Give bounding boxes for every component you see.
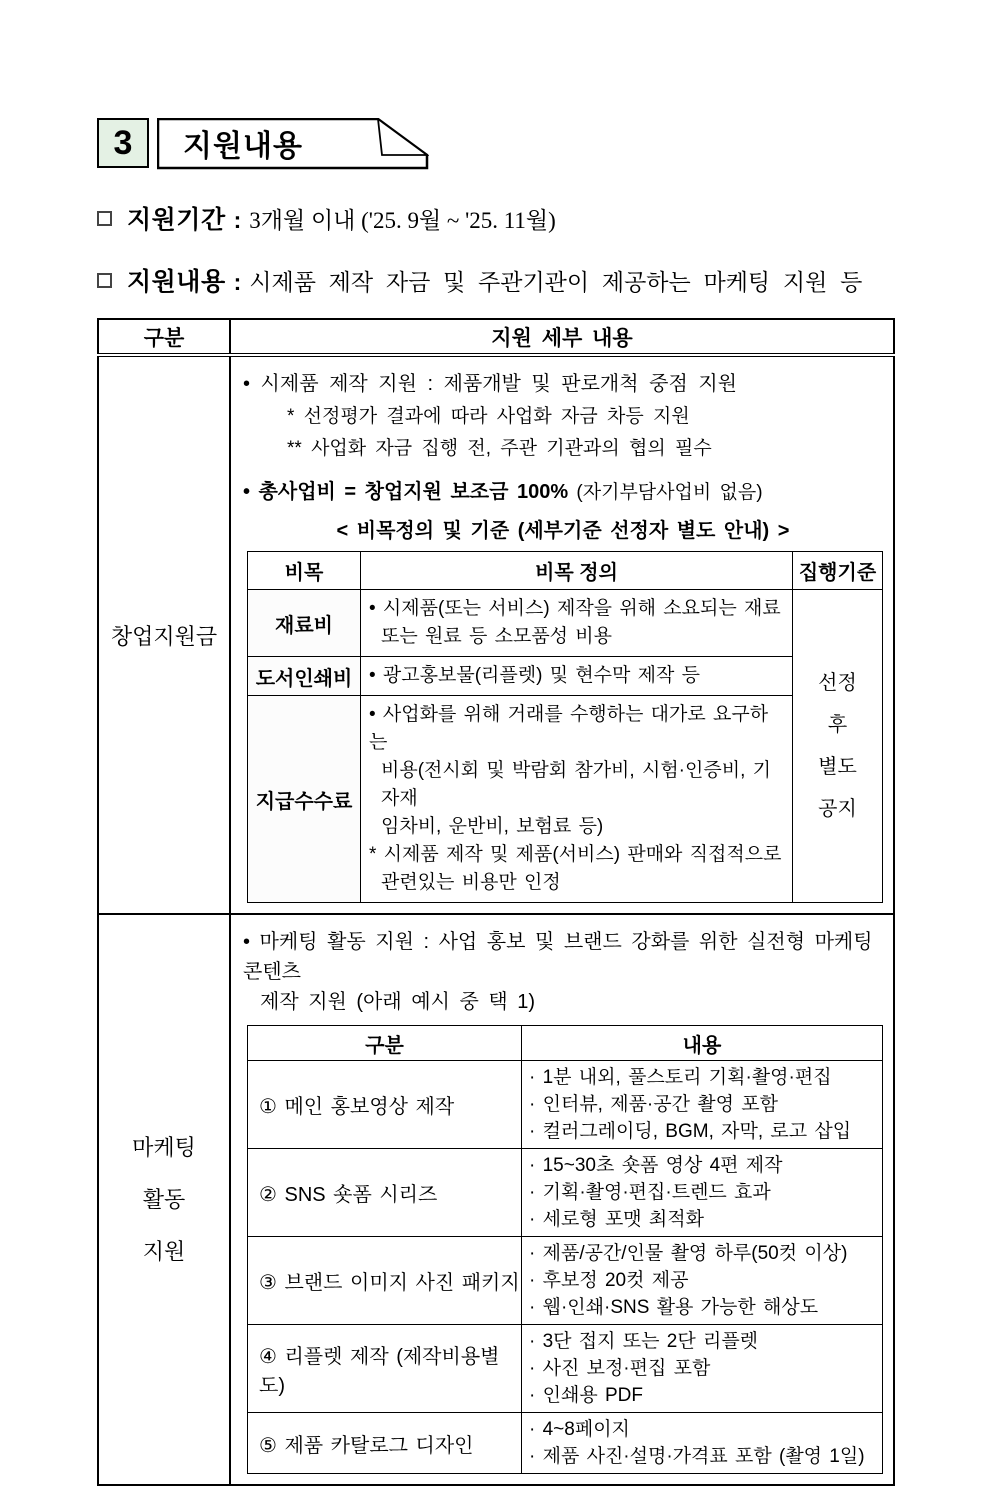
execution-standard-line: 선정 bbox=[818, 672, 857, 694]
detail-line: · 웹·인쇄·SNS 활용 가능한 해상도 bbox=[529, 1297, 819, 1318]
budget-table-title: < 비목정의 및 기준 (세부기준 선정자 별도 안내) > bbox=[336, 520, 790, 542]
section-title-tab bbox=[157, 118, 429, 170]
budget-def-printing bbox=[361, 657, 793, 696]
bullet-colon: : bbox=[233, 207, 242, 233]
footnote-line: * 선정평가 결과에 따라 사업화 자금 차등 지원 bbox=[287, 406, 690, 427]
table-row bbox=[98, 914, 894, 1485]
bullet-line-content bbox=[97, 262, 897, 298]
category-line: 지원 bbox=[142, 1238, 186, 1264]
table-row bbox=[248, 1237, 883, 1325]
definition-line: • 사업화를 위해 거래를 수행하는 대가로 요구하는 bbox=[369, 704, 769, 753]
category-startup-fund: 창업지원금 bbox=[98, 355, 230, 914]
definition-line: • 시제품(또는 서비스) 제작을 위해 소요되는 재료 bbox=[369, 598, 781, 619]
execution-standard-cell bbox=[793, 590, 883, 903]
detail-line: · 15~30초 숏폼 영상 4편 제작 bbox=[529, 1155, 783, 1176]
budget-item-materials: 재료비 bbox=[248, 590, 361, 657]
detail-line: · 기획·촬영·편집·트렌드 효과 bbox=[529, 1182, 771, 1203]
execution-standard-line: 별도 bbox=[818, 756, 857, 778]
table-row bbox=[248, 1413, 883, 1474]
category-marketing-support bbox=[98, 914, 230, 1485]
budget-def-materials bbox=[361, 590, 793, 657]
definition-line: • 광고홍보물(리플렛) 및 현수막 제작 등 bbox=[369, 665, 701, 686]
marketing-option-shortform-detail bbox=[522, 1149, 883, 1237]
marketing-option-leaflet-detail bbox=[522, 1325, 883, 1413]
table-row bbox=[248, 696, 883, 903]
marketing-header-content: 내용 bbox=[522, 1026, 883, 1061]
table-row bbox=[248, 1061, 883, 1149]
marketing-option-catalog: ⑤ 제품 카탈로그 디자인 bbox=[248, 1413, 522, 1474]
support-detail-table bbox=[97, 318, 895, 1486]
bullet-content: 3개월 이내 ('25. 9월 ~ '25. 11월) bbox=[249, 208, 556, 233]
square-bullet-icon bbox=[97, 273, 112, 288]
marketing-option-table bbox=[247, 1025, 883, 1474]
square-bullet-icon bbox=[97, 211, 112, 226]
budget-header-row bbox=[248, 552, 883, 590]
table-row bbox=[248, 1325, 883, 1413]
table-header-row bbox=[98, 319, 894, 355]
detail-line: · 컬러그레이딩, BGM, 자막, 로고 삽입 bbox=[529, 1121, 852, 1142]
category-line: 마케팅 bbox=[132, 1134, 196, 1160]
bullet-content: 시제품 제작 자금 및 주관기관이 제공하는 마케팅 지원 등 bbox=[249, 270, 863, 295]
definition-line: * 시제품 제작 및 제품(서비스) 판매와 직접적으로 bbox=[369, 844, 782, 865]
execution-standard-line: 공지 bbox=[818, 798, 857, 820]
header-category: 구분 bbox=[98, 319, 230, 355]
detail-line: · 세로형 포맷 최적화 bbox=[529, 1209, 704, 1230]
marketing-header-category: 구분 bbox=[248, 1026, 522, 1061]
marketing-option-shortform: ② SNS 숏폼 시리즈 bbox=[248, 1149, 522, 1237]
marketing-option-leaflet: ④ 리플렛 제작 (제작비용별도) bbox=[248, 1325, 522, 1413]
definition-line: 또는 원료 등 소모품성 비용 bbox=[381, 626, 613, 647]
table-row bbox=[248, 1149, 883, 1237]
definition-line: 비용(전시회 및 박람회 참가비, 시험·인증비, 기자재 bbox=[381, 760, 771, 809]
total-budget-paren: (자기부담사업비 없음) bbox=[568, 482, 763, 503]
detail-line: · 사진 보정·편집 포함 bbox=[529, 1358, 711, 1379]
marketing-option-video: ① 메인 홍보영상 제작 bbox=[248, 1061, 522, 1149]
section-header bbox=[97, 118, 897, 174]
detail-line: · 제품 사진·설명·가격표 포함 (촬영 1일) bbox=[529, 1446, 865, 1467]
bullet-label: 지원기간 bbox=[127, 206, 226, 234]
budget-header-standard: 집행기준 bbox=[793, 552, 883, 590]
marketing-header-row bbox=[248, 1026, 883, 1061]
total-budget-bold: • 총사업비 = 창업지원 보조금 100% bbox=[243, 481, 569, 503]
marketing-detail-cell bbox=[230, 914, 894, 1485]
marketing-intro-line: • 마케팅 활동 지원 : 사업 홍보 및 브랜드 강화를 위한 실전형 마케팅 콘텐츠 bbox=[243, 931, 873, 983]
budget-item-table bbox=[247, 551, 883, 903]
detail-line: · 제품/공간/인물 촬영 하루(50컷 이상) bbox=[529, 1243, 848, 1264]
startup-fund-detail-cell bbox=[230, 355, 894, 914]
section-number: 3 bbox=[113, 123, 133, 162]
detail-line: · 인터뷰, 제품·공간 촬영 포함 bbox=[529, 1094, 778, 1115]
table-row bbox=[248, 657, 883, 696]
table-row bbox=[98, 355, 894, 914]
marketing-option-photo: ③ 브랜드 이미지 사진 패키지 bbox=[248, 1237, 522, 1325]
budget-def-fees bbox=[361, 696, 793, 903]
section-number-box bbox=[97, 118, 149, 168]
bullet-line-period bbox=[97, 200, 897, 236]
category-line: 활동 bbox=[142, 1186, 186, 1212]
marketing-option-catalog-detail bbox=[522, 1413, 883, 1474]
definition-line: 관련있는 비용만 인정 bbox=[381, 872, 561, 893]
detail-line: · 4~8페이지 bbox=[529, 1419, 630, 1440]
definition-line: 임차비, 운반비, 보험료 등) bbox=[381, 816, 604, 837]
budget-header-definition: 비목 정의 bbox=[361, 552, 793, 590]
bullet-label: 지원내용 bbox=[127, 268, 226, 296]
budget-header-item: 비목 bbox=[248, 552, 361, 590]
marketing-intro-line: 제작 지원 (아래 예시 중 택 1) bbox=[260, 991, 535, 1013]
detail-line: · 1분 내외, 풀스토리 기획·촬영·편집 bbox=[529, 1067, 832, 1088]
footnote-line: ** 사업화 자금 집행 전, 주관 기관과의 협의 필수 bbox=[287, 438, 712, 459]
bullet-colon: : bbox=[233, 269, 242, 295]
header-detail: 지원 세부 내용 bbox=[230, 319, 894, 355]
marketing-option-photo-detail bbox=[522, 1237, 883, 1325]
execution-standard-line: 후 bbox=[827, 714, 848, 736]
budget-item-fees: 지급수수료 bbox=[248, 696, 361, 903]
detail-line: · 3단 접지 또는 2단 리플렛 bbox=[529, 1331, 759, 1352]
budget-item-printing: 도서인쇄비 bbox=[248, 657, 361, 696]
document-page bbox=[97, 118, 897, 1486]
total-budget-line bbox=[243, 475, 883, 504]
detail-line: · 후보정 20컷 제공 bbox=[529, 1270, 689, 1291]
prototype-support-line: • 시제품 제작 지원 : 제품개발 및 판로개척 중점 지원 bbox=[243, 373, 737, 395]
section-title: 지원내용 bbox=[183, 130, 303, 163]
marketing-option-video-detail bbox=[522, 1061, 883, 1149]
detail-line: · 인쇄용 PDF bbox=[529, 1385, 643, 1406]
table-row bbox=[248, 590, 883, 657]
